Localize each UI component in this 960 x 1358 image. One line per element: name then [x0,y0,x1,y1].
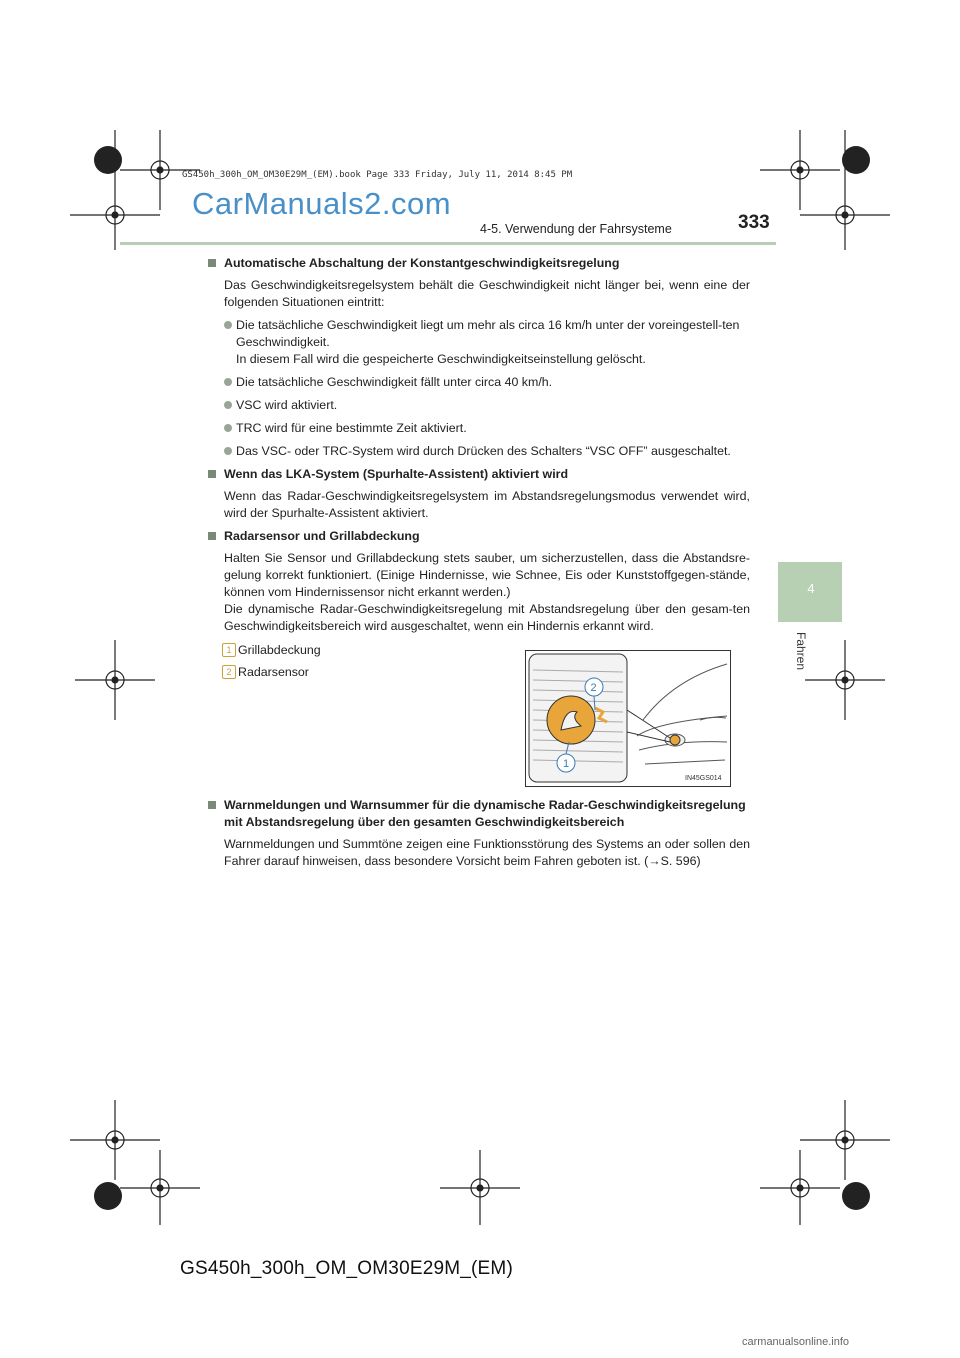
header-rule [120,242,776,245]
bullet-item: VSC wird aktiviert. [208,397,750,414]
paragraph: Wenn das Radar-Geschwindigkeitsregelsystem im Abstandsregelungsmodus verwendet wird, wird der Spurhalte-Assistent aktiviert. [224,489,750,520]
heading-warnings: Warnmeldungen und Warnsummer für die dynamische Radar-Geschwindigkeitsregelung mit Abstandsregelung über den gesamten Geschwindigkeitsbereich [208,797,750,831]
watermark-top: CarManuals2.com [192,186,452,221]
chapter-label: Fahren [794,632,808,671]
bullet-item: TRC wird für eine bestimmte Zeit aktiviert. [208,420,750,437]
chapter-number: 4 [807,581,815,596]
illustration-code: IN45GS014 [685,775,722,782]
page-number: 333 [738,212,770,233]
footer-doc-id: GS450h_300h_OM_OM30E29M_(EM) [180,1258,513,1279]
illustration-marker-2: 2 [590,682,597,694]
bullet-item: Die tatsächliche Geschwindigkeit fällt unter circa 40 km/h. [208,374,750,391]
heading-lka: Wenn das LKA-System (Spurhalte-Assistent) aktiviert wird [208,466,750,483]
heading-radar-sensor: Radarsensor und Grillabdeckung [208,528,750,545]
print-info-line: GS450h_300h_OM_OM30E29M_(EM).book Page 333 Friday, July 11, 2014 8:45 PM [182,170,573,180]
illustration-marker-1: 1 [563,758,570,770]
section-title: 4-5. Verwendung der Fahrsysteme [480,222,672,236]
callout-label: Grillabdeckung [238,643,321,657]
paragraph: Die dynamische Radar-Geschwindigkeitsregelung mit Abstandsregelung über den gesam-ten Geschwindigkeitsbereich wird ausgeschaltet, wenn ein Hindernis erkannt wird. [224,602,750,633]
bullet-item: Die tatsächliche Geschwindigkeit liegt um mehr als circa 16 km/h unter der voreingestell-ten Geschwindigkeit. In diesem Fall wird die gespeicherte Geschwindigkeitseinstellung gelöscht. [208,317,750,368]
paragraph: Warnmeldungen und Summtöne zeigen eine Funktionsstörung des Systems an oder sollen den Fahrer darauf hinweisen, dass besondere Vorsicht beim Fahren geboten ist. (→S. 596) [224,837,750,868]
heading-auto-shutoff: Automatische Abschaltung der Konstantgeschwindigkeitsregelung [208,255,750,272]
bullet-item: Das VSC- oder TRC-System wird durch Drücken des Schalters “VSC OFF” ausgeschaltet. [208,443,750,460]
grille-radar-illustration [525,650,731,787]
callout-number: 2 [222,665,236,679]
callout-label: Radarsensor [238,665,309,679]
callout-number: 1 [222,643,236,657]
paragraph: Halten Sie Sensor und Grillabdeckung stets sauber, um sicherzustellen, dass die Abstandsre-gelung korrekt funktioniert. (Einige Hindernisse, wie Schnee, Eis oder Kunststoffgegen-stände, können vom Hindernissensor nicht erkannt werden.) [224,551,750,599]
paragraph: Das Geschwindigkeitsregelsystem behält die Geschwindigkeit nicht länger bei, wenn eine der folgenden Situationen eintritt: [224,278,750,309]
watermark-bottom: carmanualsonline.info [742,1336,850,1348]
bullet-note: In diesem Fall wird die gespeicherte Geschwindigkeitseinstellung gelöscht. [236,352,646,366]
